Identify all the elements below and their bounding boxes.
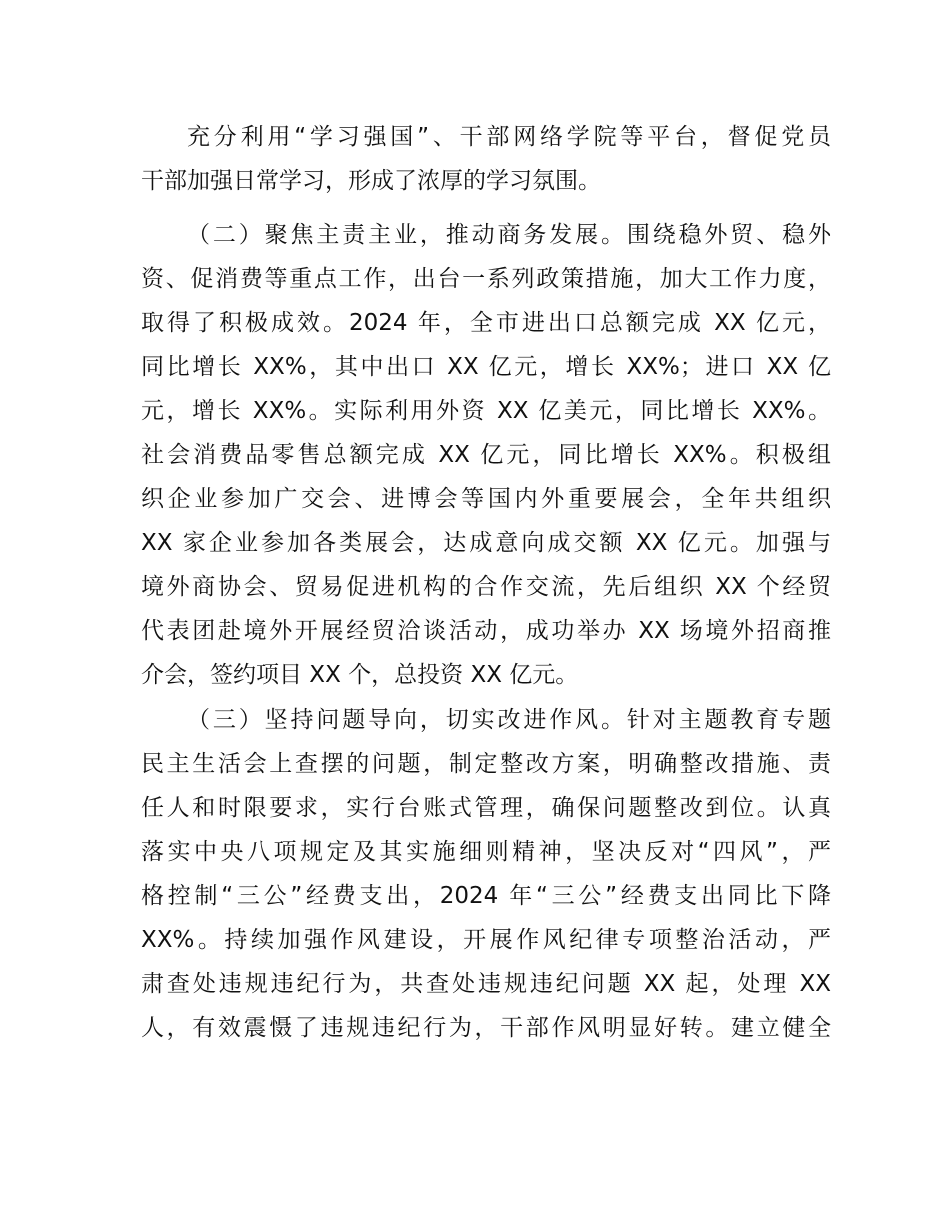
paragraph-line: 代表团赴境外开展经贸洽谈活动，成功举办 XX 场境外招商推 — [141, 618, 831, 644]
paragraph-line: 民主生活会上查摆的问题，制定整改方案，明确整改措施、责 — [141, 751, 831, 777]
paragraph-line: 同比增长 XX%，其中出口 XX 亿元，增长 XX%；进口 XX 亿 — [141, 354, 831, 380]
paragraph-line: 境外商协会、贸易促进机构的合作交流，先后组织 XX 个经贸 — [141, 574, 831, 600]
paragraph-line: 格控制“三公”经费支出，2024 年“三公”经费支出同比下降 — [141, 883, 831, 909]
paragraph-line: 任人和时限要求，实行台账式管理，确保问题整改到位。认真 — [141, 795, 831, 821]
paragraph-line: 织企业参加广交会、进博会等国内外重要展会，全年共组织 — [141, 486, 831, 512]
paragraph-line: 落实中央八项规定及其实施细则精神，坚决反对“四风”，严 — [141, 839, 831, 865]
paragraph-line: 干部加强日常学习，形成了浓厚的学习氛围。 — [141, 168, 601, 194]
paragraph-line: 介会，签约项目 XX 个，总投资 XX 亿元。 — [141, 662, 579, 688]
paragraph-line: 资、促消费等重点工作，出台一系列政策措施，加大工作力度， — [141, 266, 831, 292]
paragraph-line: 社会消费品零售总额完成 XX 亿元，同比增长 XX%。积极组 — [141, 442, 831, 468]
paragraph-line: 元，增长 XX%。实际利用外资 XX 亿美元，同比增长 XX%。 — [141, 398, 831, 424]
paragraph-business-development — [141, 213, 831, 697]
paragraph-line: 人，有效震慑了违规违纪行为，干部作风明显好转。建立健全 — [141, 1015, 831, 1041]
paragraph-line: XX%。持续加强作风建设，开展作风纪律专项整治活动，严 — [141, 927, 831, 953]
paragraph-heading-line: （二）聚焦主责主业，推动商务发展。围绕稳外贸、稳外 — [187, 222, 831, 248]
paragraph-study-platforms — [141, 115, 831, 203]
paragraph-line: XX 家企业参加各类展会，达成意向成交额 XX 亿元。加强与 — [141, 530, 831, 556]
paragraph-line: 充分利用“学习强国”、干部网络学院等平台，督促党员 — [187, 124, 831, 150]
paragraph-line: 取得了积极成效。2024 年，全市进出口总额完成 XX 亿元， — [141, 310, 831, 336]
paragraph-line: 肃查处违规违纪行为，共查处违规违纪问题 XX 起，处理 XX — [141, 971, 831, 997]
paragraph-heading-line: （三）坚持问题导向，切实改进作风。针对主题教育专题 — [187, 707, 831, 733]
paragraph-work-style — [141, 698, 831, 1050]
